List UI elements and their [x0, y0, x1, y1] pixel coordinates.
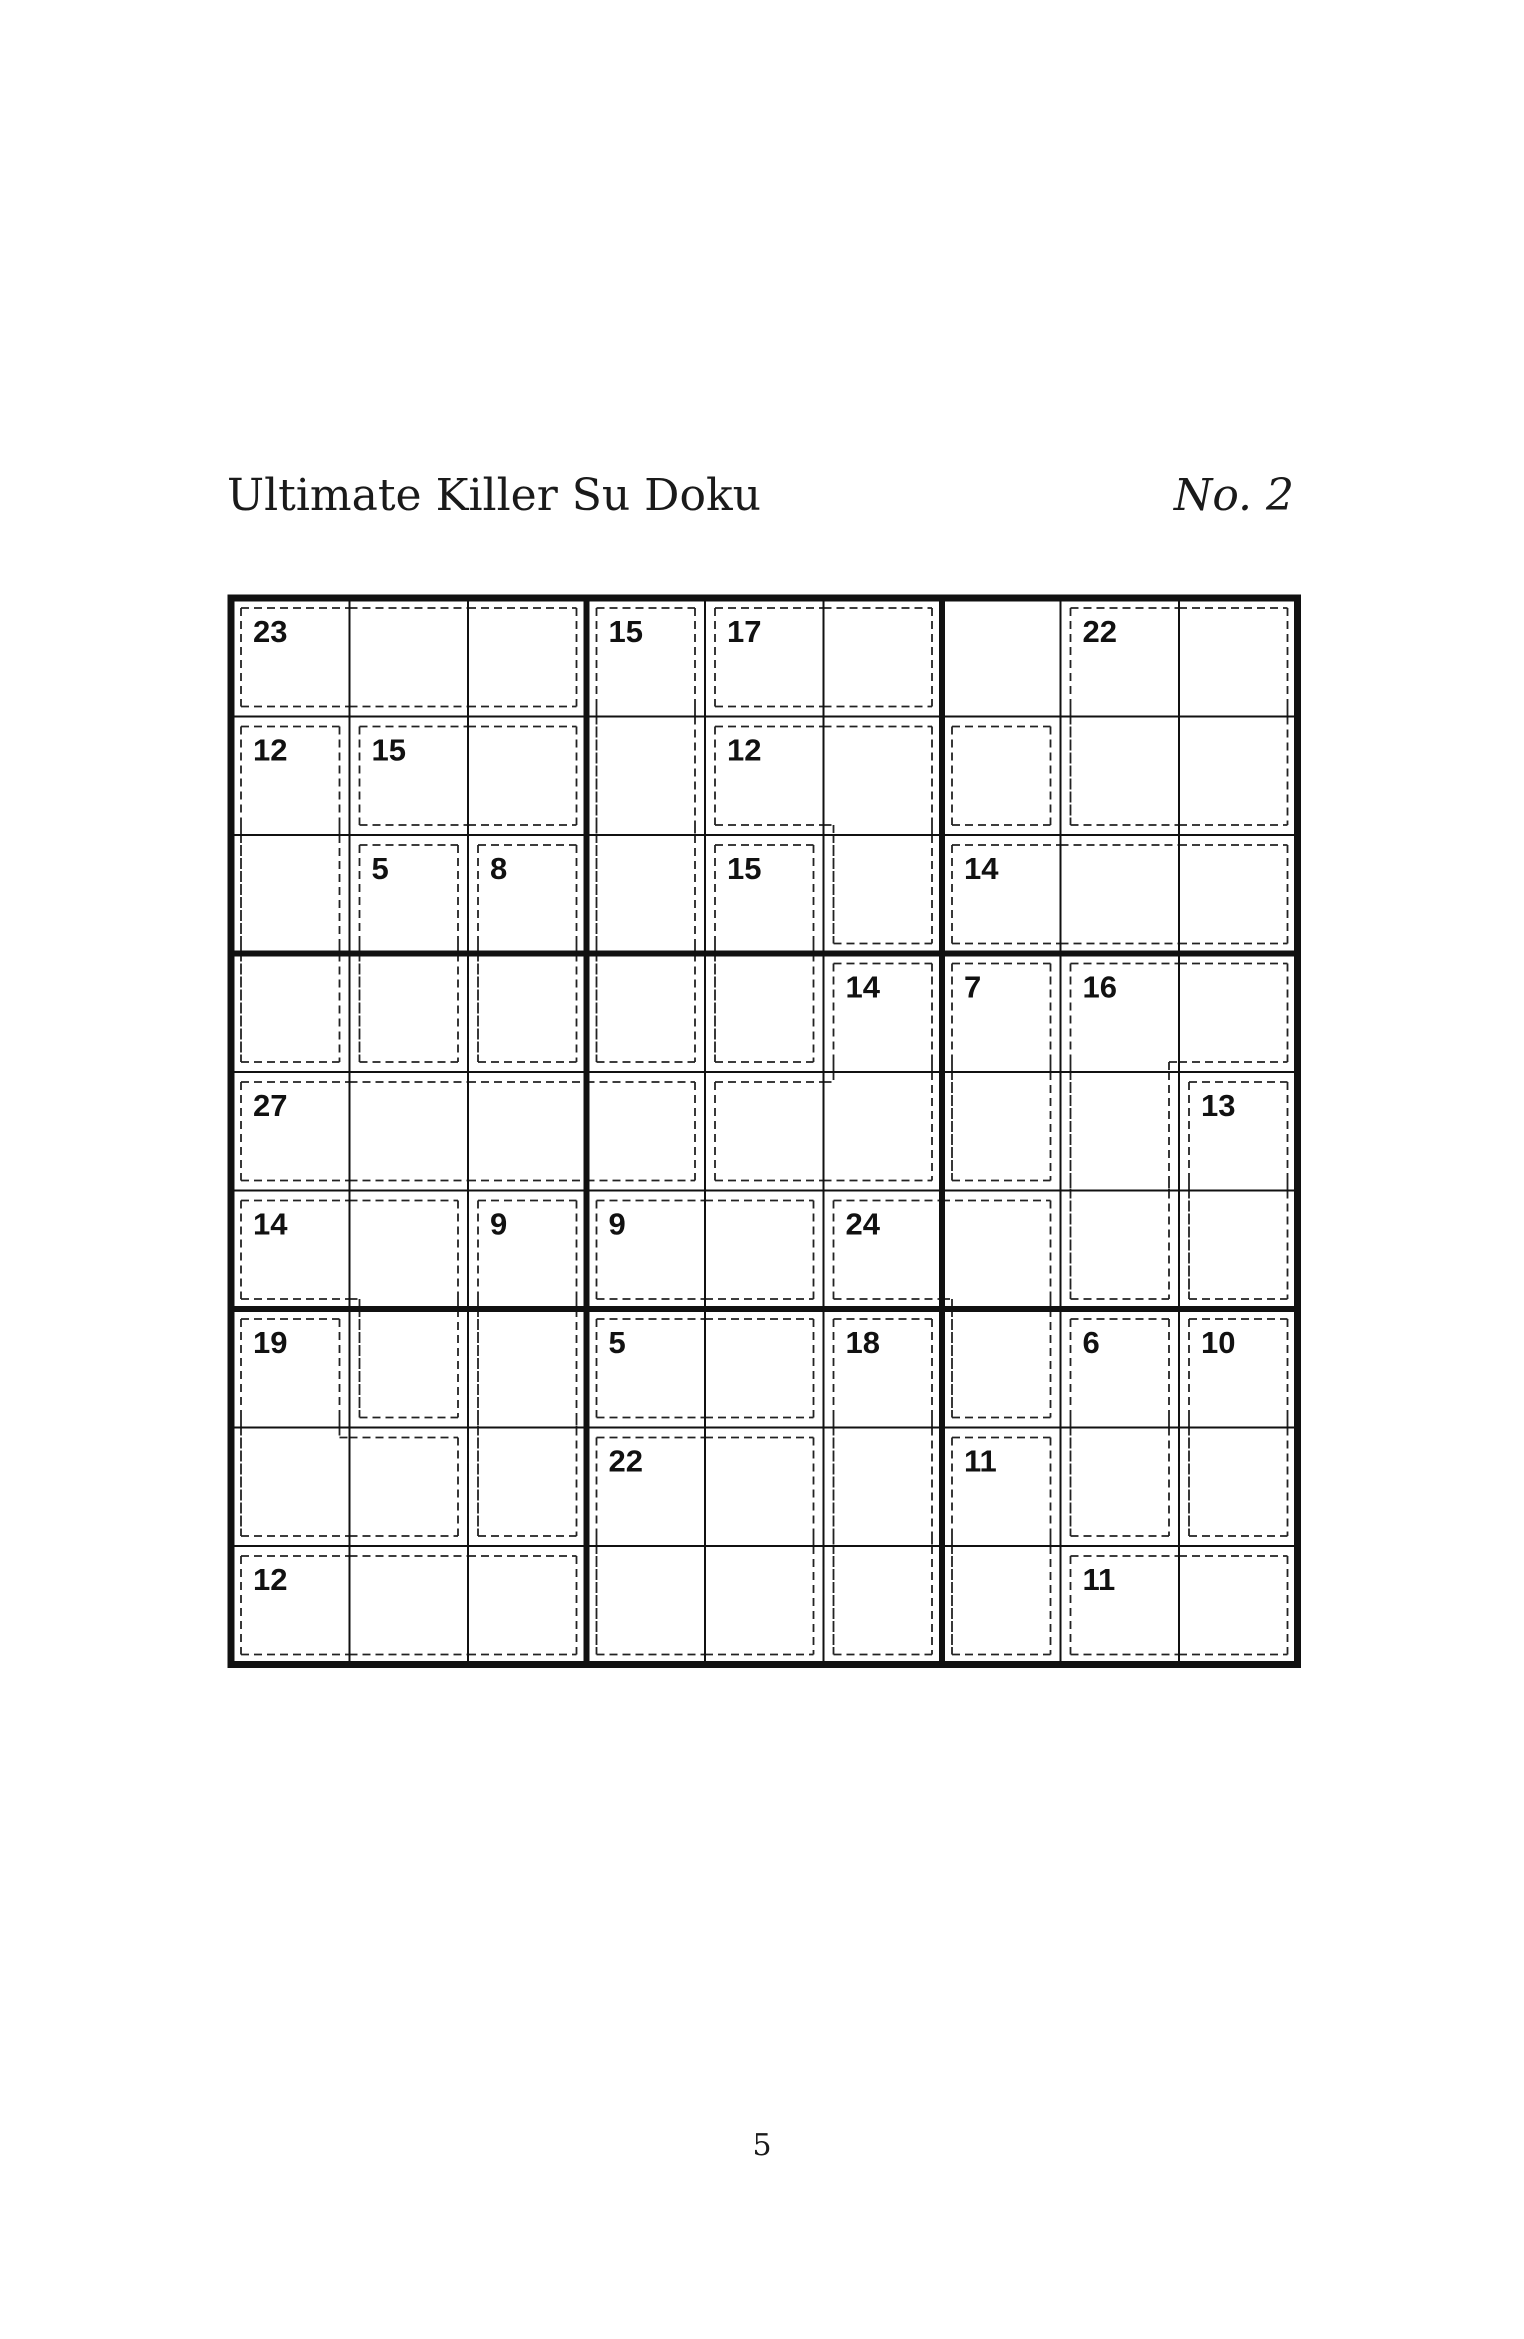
cage-sum-label: 8	[490, 851, 508, 886]
sudoku-cell	[587, 835, 706, 954]
sudoku-cell	[942, 1546, 1061, 1665]
sudoku-cell	[824, 717, 943, 836]
cage-sum-label: 9	[490, 1206, 508, 1242]
sudoku-cell	[705, 954, 824, 1073]
sudoku-cell	[587, 717, 706, 836]
cage-sum-label: 18	[845, 1325, 880, 1360]
sudoku-cell	[1179, 954, 1298, 1073]
sudoku-cell	[468, 1546, 587, 1665]
sudoku-cell	[468, 717, 587, 836]
sudoku-cell	[1061, 717, 1180, 836]
sudoku-cell	[1061, 1428, 1180, 1547]
sudoku-cell	[468, 1428, 587, 1547]
cage-sum-label: 16	[1082, 969, 1117, 1005]
cage-sum-label: 22	[608, 1443, 643, 1479]
sudoku-cell	[942, 717, 1061, 836]
cage-sum-label: 13	[1201, 1088, 1236, 1123]
cage-sum-label: 6	[1082, 1325, 1100, 1360]
sudoku-cell	[1179, 717, 1298, 836]
cage-sum-label: 23	[253, 614, 288, 649]
cage-sum-label: 11	[964, 1443, 997, 1479]
sudoku-cell	[942, 1072, 1061, 1191]
cage-sum-label: 22	[1082, 614, 1117, 649]
cage-sum-label: 12	[253, 732, 288, 768]
cage-sum-label: 14	[845, 969, 880, 1005]
sudoku-cell	[824, 598, 943, 717]
sudoku-cell	[942, 1191, 1061, 1310]
sudoku-cell	[705, 1428, 824, 1547]
sudoku-cell	[350, 1072, 469, 1191]
sudoku-cell	[824, 1546, 943, 1665]
cage-sum-label: 19	[253, 1325, 288, 1360]
sudoku-cell	[1061, 835, 1180, 954]
sudoku-cell	[350, 1428, 469, 1547]
sudoku-cell	[231, 835, 350, 954]
cage-sum-label: 14	[964, 851, 999, 886]
sudoku-cell	[1061, 1191, 1180, 1310]
book-title: Ultimate Killer Su Doku	[227, 470, 761, 521]
cage-sum-label: 24	[845, 1206, 880, 1242]
sudoku-cell	[468, 598, 587, 717]
sudoku-cell	[1179, 1428, 1298, 1547]
sudoku-cell	[350, 598, 469, 717]
sudoku-cell	[942, 1309, 1061, 1428]
cage-sum-label: 27	[253, 1088, 288, 1123]
sudoku-cell	[468, 954, 587, 1073]
sudoku-cell	[468, 1309, 587, 1428]
sudoku-cell	[1179, 1546, 1298, 1665]
sudoku-cell	[468, 1072, 587, 1191]
sudoku-cell	[587, 1072, 706, 1191]
cage-sum-label: 14	[253, 1206, 288, 1242]
sudoku-cell	[350, 954, 469, 1073]
cage-sum-label: 10	[1201, 1325, 1236, 1360]
sudoku-cell	[1061, 1072, 1180, 1191]
cage-sum-label: 15	[727, 851, 762, 886]
cage-sum-label: 12	[253, 1562, 288, 1597]
sudoku-cell	[705, 1546, 824, 1665]
sudoku-cell	[350, 1191, 469, 1310]
sudoku-cell	[231, 1428, 350, 1547]
page-number: 5	[752, 2128, 772, 2163]
sudoku-cell	[231, 954, 350, 1073]
sudoku-cell	[824, 835, 943, 954]
cage-sum-label: 9	[608, 1206, 626, 1242]
sudoku-cell	[350, 1309, 469, 1428]
cage-sum-label: 11	[1082, 1562, 1116, 1597]
cage-sum-label: 12	[727, 732, 762, 768]
sudoku-cell	[824, 1428, 943, 1547]
sudoku-cell	[705, 1072, 824, 1191]
sudoku-cell	[587, 954, 706, 1073]
sudoku-cell	[824, 1072, 943, 1191]
cage-sum-label: 7	[964, 969, 982, 1005]
cage-sum-label: 5	[608, 1325, 626, 1360]
sudoku-cell	[1179, 1191, 1298, 1310]
sudoku-cell	[705, 1191, 824, 1310]
sudoku-cell	[587, 1546, 706, 1665]
sudoku-cell	[1179, 835, 1298, 954]
cage-sum-label: 15	[371, 732, 406, 768]
cage-sum-label: 15	[608, 614, 643, 649]
sudoku-cell	[942, 598, 1061, 717]
sudoku-cell	[705, 1309, 824, 1428]
sudoku-cell	[350, 1546, 469, 1665]
sudoku-cell	[1179, 598, 1298, 717]
puzzle-number: No. 2	[1173, 470, 1294, 521]
cage-sum-label: 5	[371, 851, 389, 886]
cage-sum-label: 17	[727, 614, 762, 649]
